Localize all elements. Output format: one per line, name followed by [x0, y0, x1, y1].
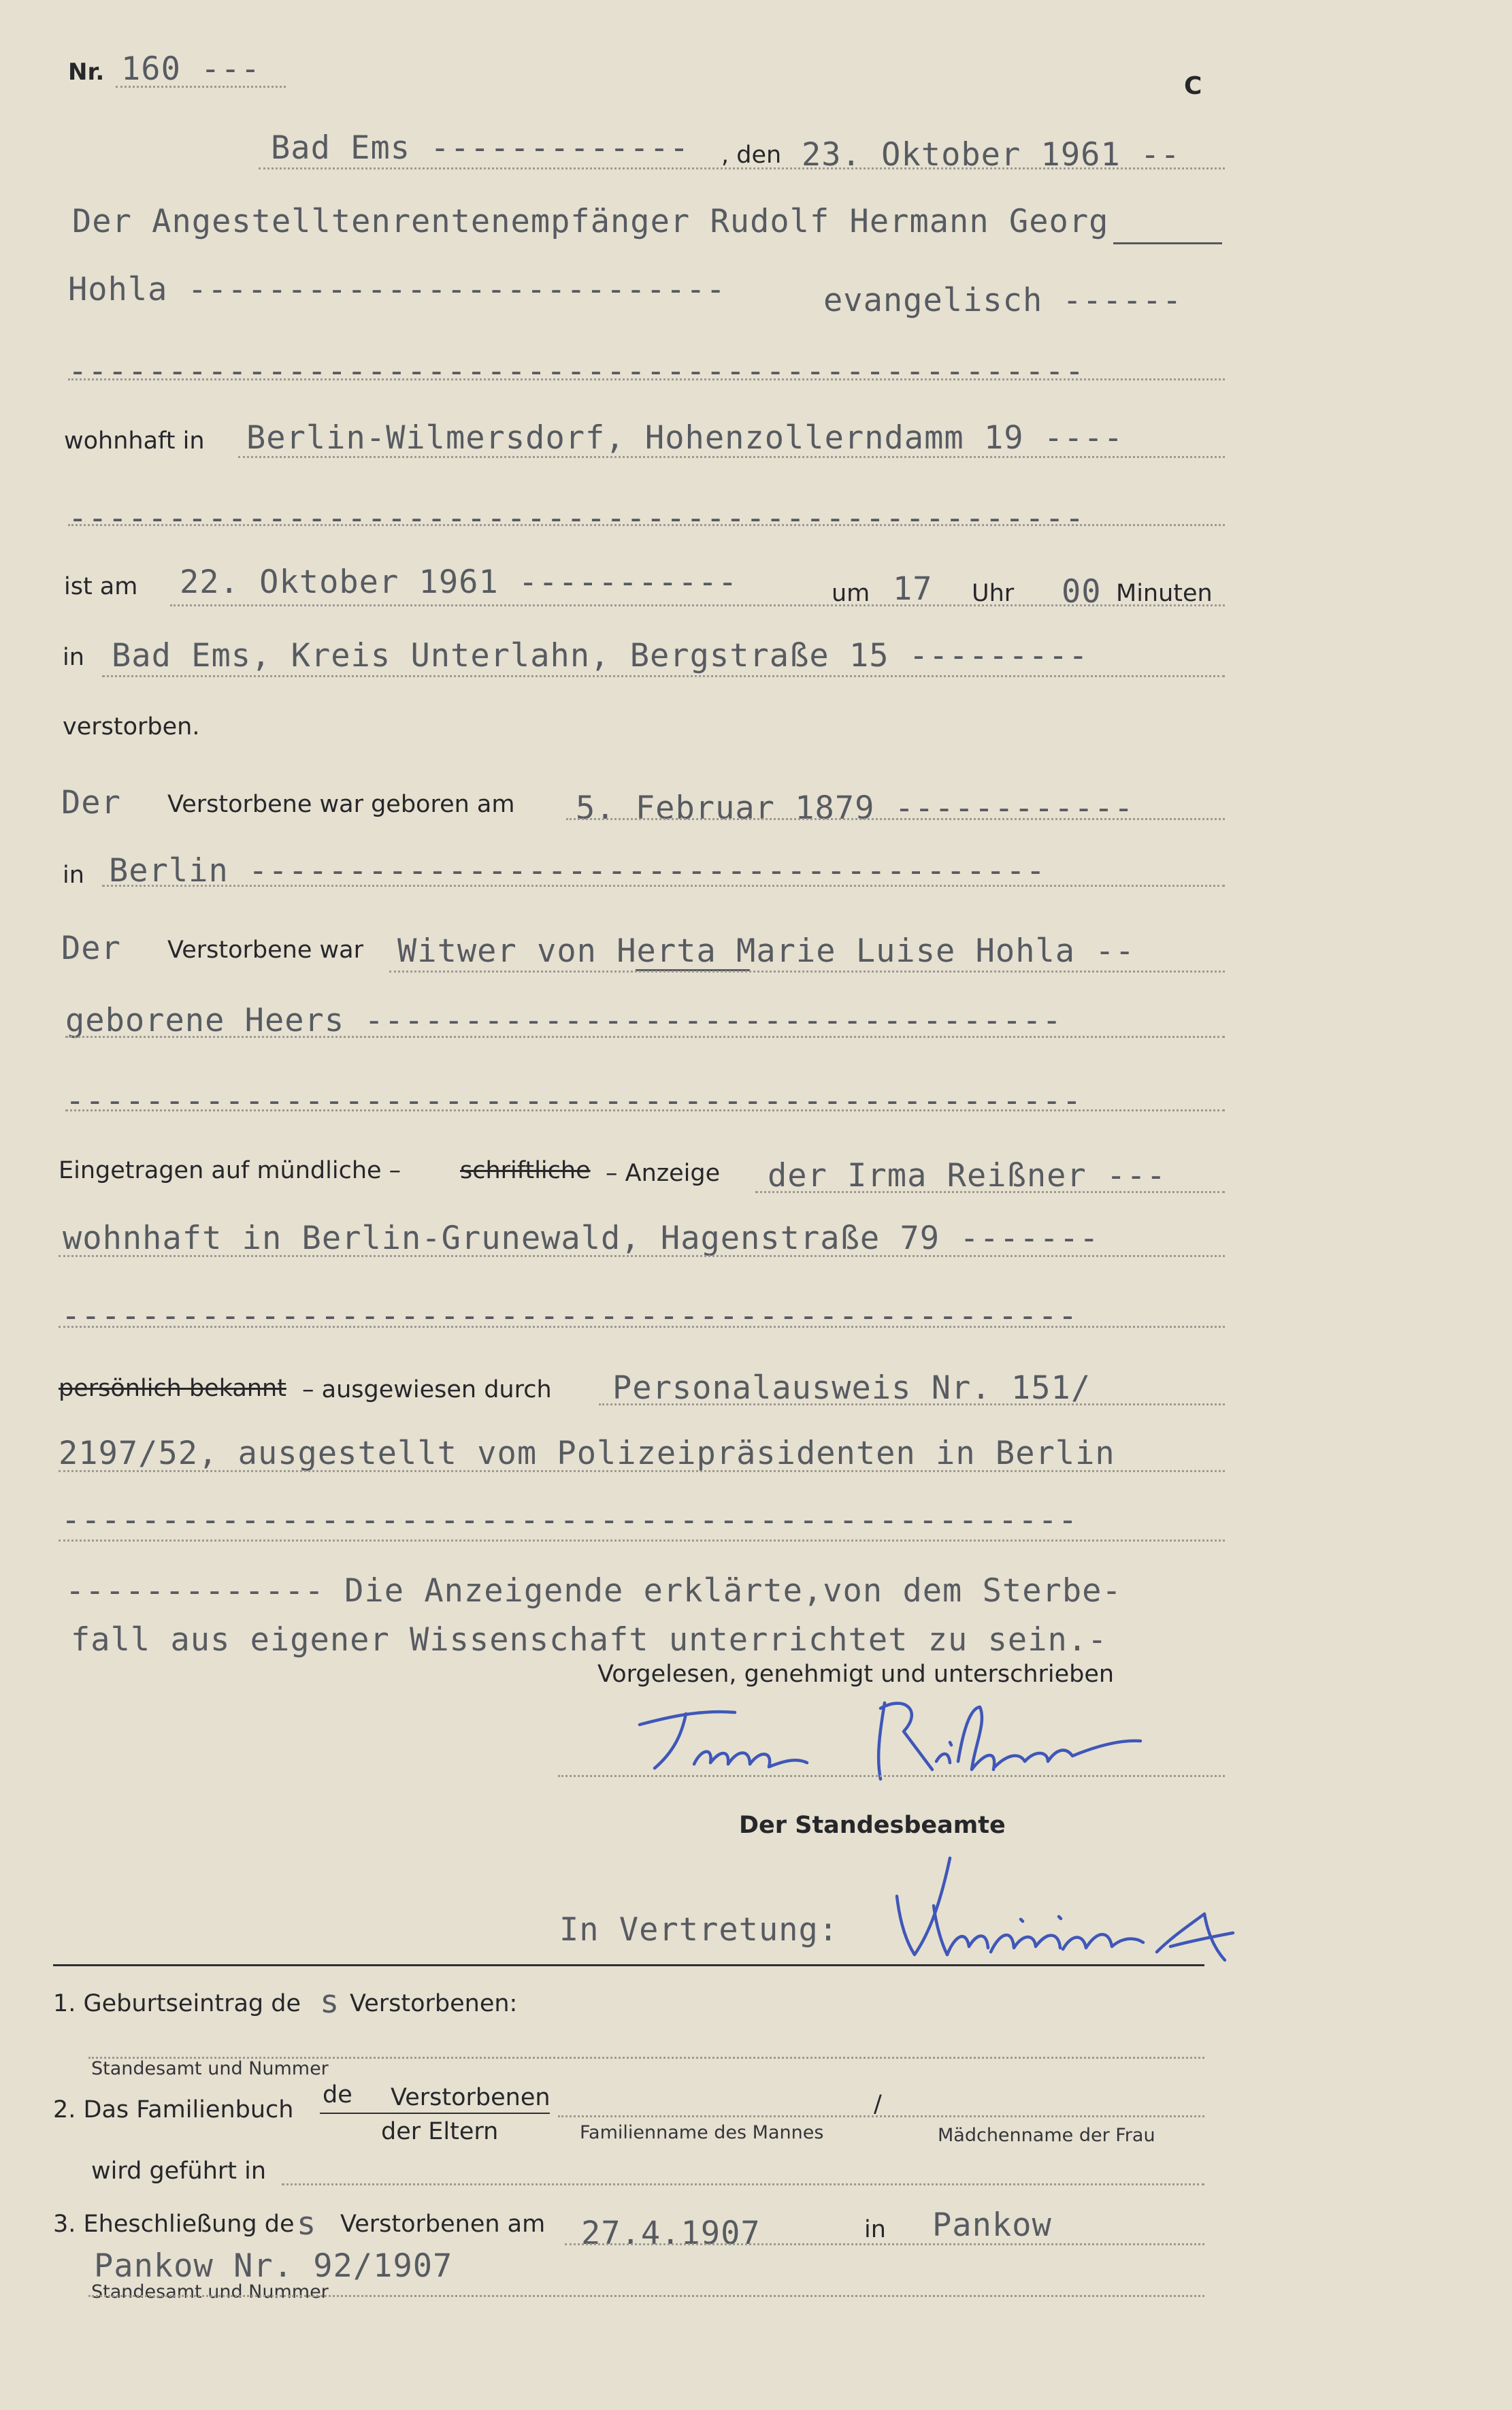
deceased-religion: evangelisch ------	[823, 282, 1183, 319]
residence: Berlin-Wilmersdorf, Hohenzollerndamm 19 ----	[246, 419, 1124, 457]
identification-line-3: ---------------------------------------------------	[61, 1501, 1079, 1539]
deputy-label: In Vertretung:	[559, 1911, 839, 1949]
registration-label-suffix: – Anzeige	[606, 1160, 721, 1187]
marriage-register-line	[88, 2295, 1204, 2297]
registry-date: 23. Oktober 1961 --	[802, 136, 1181, 174]
birth-place: Berlin ----------------------------------------	[109, 852, 1046, 890]
marital-line-2: geborene Heers -----------------------------------	[65, 1002, 1062, 1039]
birth-entry-label: 1. Geburtseintrag de	[53, 1990, 301, 2017]
marriage-register: Pankow Nr. 92/1907	[94, 2247, 453, 2285]
informant: der Irma Reißner ---	[768, 1157, 1166, 1194]
marriage-typed: s	[297, 2205, 317, 2243]
um-label: um	[832, 580, 870, 607]
registrar-label: Der Standesbeamte	[739, 1812, 1006, 1839]
verstorben-label: verstorben.	[63, 713, 200, 740]
birth-date: 5. Februar 1879 ------------	[576, 789, 1134, 827]
record-number: 160 ---	[121, 50, 261, 88]
marriage-register-caption: Standesamt und Nummer	[91, 2281, 329, 2302]
informant-line-3: ---------------------------------------------------	[61, 1297, 1079, 1335]
identification-label-struck: persönlich bekannt	[59, 1375, 286, 1402]
identification-label-suffix: – ausgewiesen durch	[302, 1376, 552, 1403]
declaration-line-1: ------------- Die Anzeigende erklärte,von dem Sterbe-	[65, 1572, 1122, 1610]
family-book-parents: der Eltern	[381, 2118, 499, 2145]
birth-label: Verstorbene war geboren am	[167, 791, 515, 818]
birth-prefix: Der	[61, 784, 121, 821]
family-book-fraction-line	[320, 2113, 550, 2114]
death-place: Bad Ems, Kreis Unterlahn, Bergstraße 15 ---------	[112, 637, 1089, 674]
minuten-label: Minuten	[1116, 580, 1213, 607]
death-place-label: in	[63, 644, 84, 671]
marital-line-3: ---------------------------------------------------	[65, 1082, 1083, 1120]
family-book-de: de	[323, 2081, 352, 2108]
deceased-line-3: ---------------------------------------------------	[68, 353, 1085, 390]
wife-maiden-name-caption: Mädchenname der Frau	[938, 2125, 1155, 2146]
identification-line-2: 2197/52, ausgestellt vom Polizeipräsidenten in Berlin	[59, 1435, 1115, 1472]
kept-in-label: wird geführt in	[91, 2157, 267, 2185]
marriage-place: Pankow	[932, 2207, 1052, 2244]
birth-entry-suffix: Verstorbenen:	[350, 1990, 518, 2017]
registration-label-prefix: Eingetragen auf mündliche –	[59, 1157, 401, 1184]
family-book-label: 2. Das Familienbuch	[53, 2096, 294, 2123]
family-book-deceased: Verstorbenen	[391, 2084, 550, 2111]
declaration-line-2: fall aus eigener Wissenschaft unterrichtet zu sein.-	[71, 1621, 1108, 1659]
birth-entry-typed: s	[320, 1983, 340, 2021]
marriage-label: 3. Eheschließung de	[53, 2211, 295, 2238]
den-label: , den	[721, 142, 782, 169]
marital-status: Witwer von Herta Marie Luise Hohla --	[397, 932, 1135, 970]
birth-entry-caption: Standesamt und Nummer	[91, 2058, 329, 2079]
registry-place: Bad Ems -------------	[271, 129, 690, 167]
section-divider	[53, 1964, 1204, 1966]
marriage-in-label: in	[864, 2216, 886, 2243]
deceased-line-1: Der Angestelltenrentenempfänger Rudolf Hermann Georg	[72, 203, 1109, 240]
read-approved-label: Vorgelesen, genehmigt und unterschrieben	[597, 1661, 1115, 1688]
family-book-slash: /	[874, 2091, 882, 2118]
informant-line-2: wohnhaft in Berlin-Grunewald, Hagenstraße 79 -------	[63, 1220, 1100, 1257]
residence-label: wohnhaft in	[64, 427, 205, 455]
identification-document: Personalausweis Nr. 151/	[612, 1369, 1091, 1407]
death-date-label: ist am	[64, 573, 138, 600]
marriage-date: 27.4.1907	[581, 2215, 761, 2252]
husband-surname-caption: Familienname des Mannes	[580, 2122, 824, 2143]
kept-in-line	[282, 2183, 1204, 2185]
death-date: 22. Oktober 1961 -----------	[180, 564, 738, 601]
residence-line-2: ---------------------------------------------------	[68, 500, 1085, 537]
death-minutes: 00	[1062, 573, 1102, 610]
nr-label: Nr.	[68, 59, 105, 86]
uhr-label: Uhr	[972, 580, 1015, 607]
marital-label: Verstorbene war	[167, 937, 363, 964]
marriage-line	[565, 2243, 1204, 2245]
death-hour: 17	[893, 570, 933, 608]
deceased-surname: Hohla ---------------------------	[68, 271, 726, 308]
birth-place-label: in	[63, 862, 84, 889]
marriage-suffix: Verstorbenen am	[340, 2211, 546, 2238]
registration-label-struck: schriftliche	[460, 1157, 591, 1184]
corner-letter: C	[1184, 72, 1202, 100]
marital-prefix: Der	[61, 930, 121, 967]
